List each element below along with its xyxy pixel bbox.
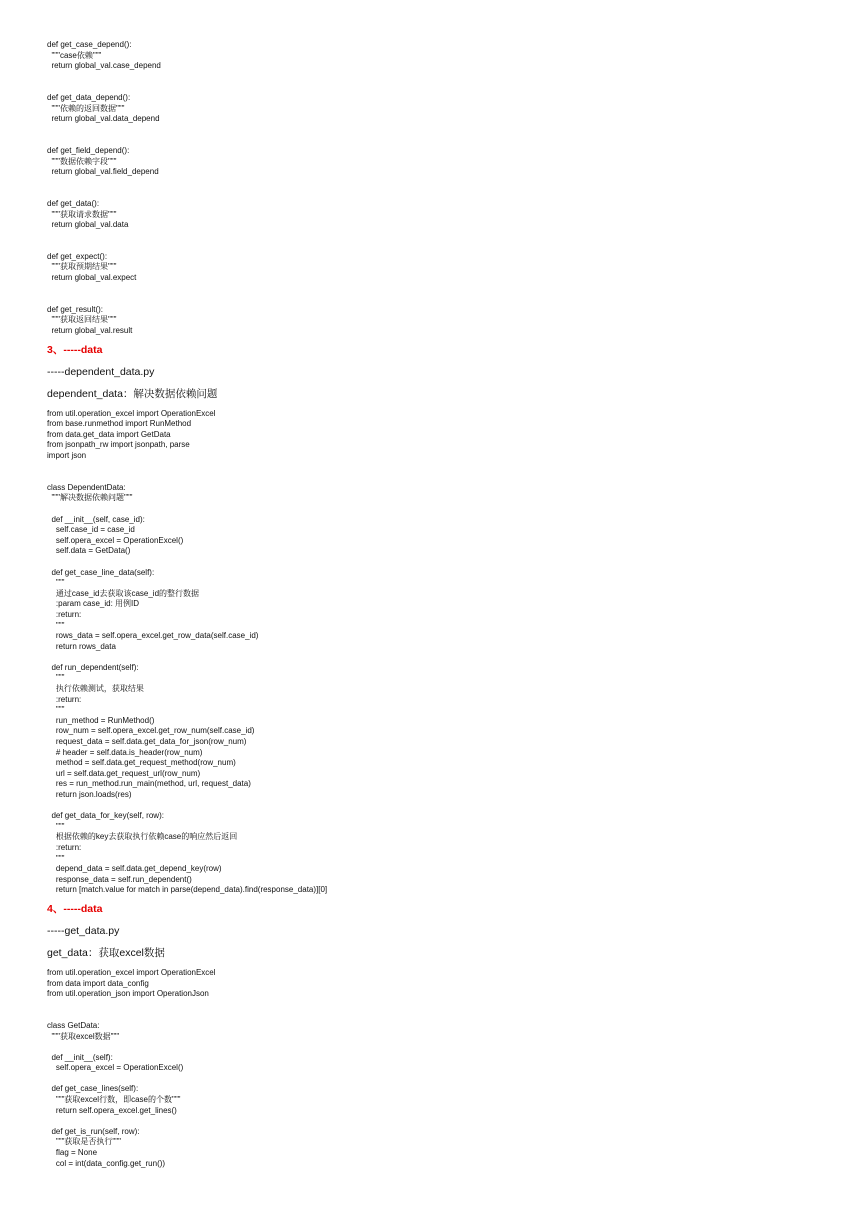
code-line [47,294,827,305]
code-line [47,1042,827,1053]
code-block [47,409,827,896]
code-line [47,801,827,812]
code-line: def get_case_line_data(self): [47,567,155,577]
code-line: def get_case_depend(): [47,40,132,49]
section-heading: 4、-----data [47,902,103,915]
code-line: return [match.value for match in parse(depend_data).find(response_data)][0] [47,885,328,895]
code-line: def __init__(self, case_id): [47,514,145,524]
code-line: from util.operation_excel import OperationExcel [47,967,216,977]
code-line: 执行依赖测试，获取结果 [47,684,144,694]
code-line: from util.operation_json import OperationJson [47,989,209,999]
code-line: # header = self.data.is_header(row_num) [47,747,203,757]
code-line [47,231,827,242]
subheading: get_data：获取excel数据 [47,946,165,959]
code-line: def get_result(): [47,304,104,314]
code-line [47,241,827,252]
code-line: """ [47,620,65,630]
subheading: dependent_data：解决数据依赖问题 [47,387,218,400]
code-line: """依赖的返回数据""" [47,103,125,113]
code-line: from data import data_config [47,978,149,988]
code-line [47,72,827,83]
code-line: """获取返回结果""" [47,315,117,325]
code-line: return global_val.case_depend [47,61,161,71]
code-line [47,1116,827,1127]
code-line: def __init__(self): [47,1052,113,1062]
code-line: """获取excel数据""" [47,1031,120,1041]
code-line: rows_data = self.opera_excel.get_row_data(self.case_id) [47,631,259,641]
code-line: def get_data_depend(): [47,92,131,102]
code-line: def get_is_run(self, row): [47,1126,140,1136]
code-line: def get_data_for_key(self, row): [47,811,164,821]
code-line: """case依赖""" [47,50,102,60]
code-block [47,40,827,337]
code-line [47,188,827,199]
code-line: return global_val.data [47,220,129,230]
code-line: """ [47,673,65,683]
code-line [47,504,827,515]
code-block [47,968,827,1169]
code-line: """ [47,578,65,588]
code-line: from base.runmethod import RunMethod [47,419,192,429]
code-line: return global_val.data_depend [47,114,160,124]
code-line: depend_data = self.data.get_depend_key(row) [47,864,222,874]
code-line [47,135,827,146]
code-line [47,82,827,93]
code-line: """获取是否执行""" [47,1137,121,1147]
code-line: :return: [47,609,82,619]
code-line: def get_case_lines(self): [47,1084,139,1094]
subheading: -----get_data.py [47,924,120,937]
document-page [47,40,827,1169]
code-line: self.case_id = case_id [47,525,135,535]
code-line: """ [47,853,65,863]
code-line: :return: [47,842,82,852]
code-line: """解决数据依赖问题""" [47,493,133,503]
code-line: import json [47,451,87,460]
code-line [47,125,827,136]
code-line: from jsonpath_rw import jsonpath, parse [47,440,190,450]
code-line: res = run_method.run_main(method, url, request_data) [47,779,251,789]
code-line: """获取请求数据""" [47,209,117,219]
code-line: from data.get_data import GetData [47,429,171,439]
code-line [47,178,827,189]
code-line [47,284,827,295]
code-line: """数据依赖字段""" [47,156,117,166]
code-line [47,652,827,663]
code-line: row_num = self.opera_excel.get_row_num(self.case_id) [47,726,255,736]
code-line [47,557,827,568]
code-line: return json.loads(res) [47,790,132,799]
code-line: return global_val.field_depend [47,167,159,177]
subheading: -----dependent_data.py [47,365,155,378]
code-line: def get_expect(): [47,251,108,261]
code-line: class DependentData: [47,482,126,492]
code-line: return rows_data [47,641,116,651]
code-line [47,1010,827,1021]
code-line: col = int(data_config.get_run()) [47,1158,166,1168]
code-line [47,1074,827,1085]
code-line: self.opera_excel = OperationExcel() [47,1063,184,1073]
code-line: """获取excel行数，即case的个数""" [47,1095,181,1105]
code-line: return self.opera_excel.get_lines() [47,1105,177,1115]
code-line [47,472,827,483]
code-line: run_method = RunMethod() [47,715,155,725]
code-line: """ [47,705,65,715]
code-line: return global_val.result [47,326,133,336]
code-line: """ [47,821,65,831]
code-line: self.data = GetData() [47,546,131,556]
code-line [47,462,827,473]
code-line: def run_dependent(self): [47,662,139,672]
code-line: """获取预期结果""" [47,262,117,272]
code-line: flag = None [47,1148,98,1158]
code-line: self.opera_excel = OperationExcel() [47,535,184,545]
code-line: url = self.data.get_request_url(row_num) [47,768,201,778]
code-line: :return: [47,694,82,704]
code-line [47,1000,827,1011]
code-line: class GetData: [47,1020,100,1030]
code-line: from util.operation_excel import OperationExcel [47,408,216,418]
code-line: return global_val.expect [47,273,137,283]
code-line: 根据依赖的key去获取执行依赖case的响应然后返回 [47,832,238,842]
code-line: method = self.data.get_request_method(row_num) [47,758,236,768]
code-line: :param case_id: 用例ID [47,599,140,609]
code-line: request_data = self.data.get_data_for_json(row_num) [47,737,247,747]
code-line: 通过case_id去获取该case_id的整行数据 [47,588,200,598]
code-line: def get_field_depend(): [47,145,130,155]
code-line: def get_data(): [47,198,100,208]
section-heading: 3、-----data [47,343,103,356]
code-line: response_data = self.run_dependent() [47,874,192,884]
